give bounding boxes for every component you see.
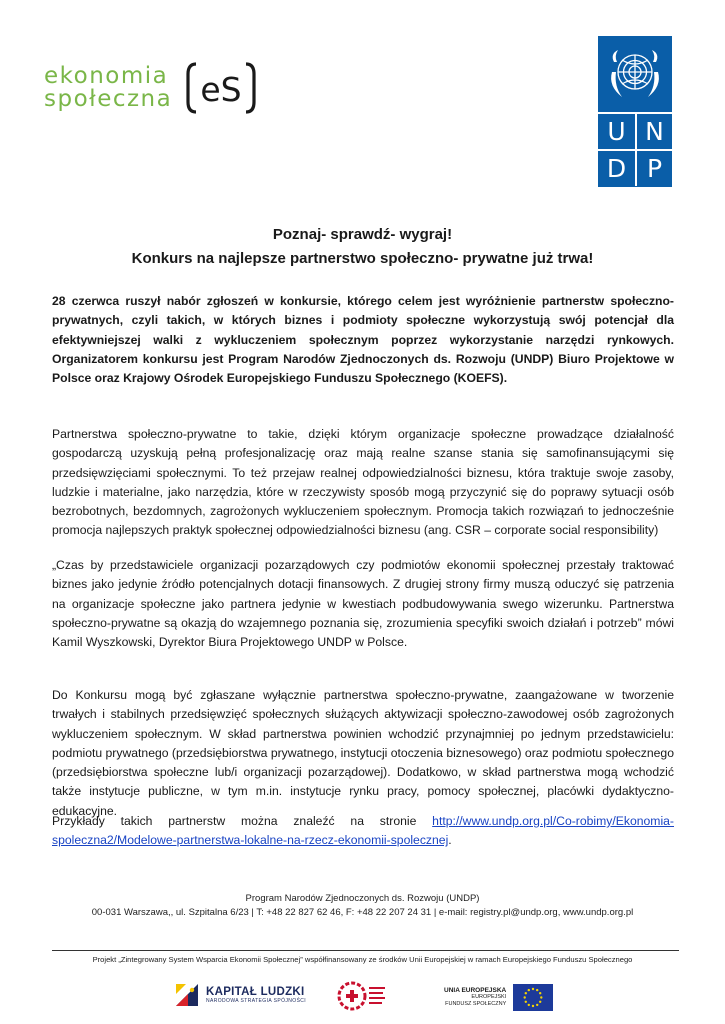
undp-logo bbox=[598, 36, 672, 187]
paragraph-eligibility: Do Konkursu mogą być zgłaszane wyłącznie partnerstwa społeczno-prywatne, zaangażowane w tworzenie trwałych i stabilnych przedsięwzięć społecznych służących aktywizacji społeczno-zawodowej osób zagrożonych wykluczeniem społecznym. W skład partnerstwa powinien wchodzić przynajmniej po jednym przedstawicielu: podmiotu prywatnego (przedsiębiorstwa prywatnego, instytucji otoczenia biznesowego) oraz podmiotu społecznego (przedsiębiorstwa społeczne lub/i organizacji pozarządowej). Dodatkowo, w skład partnerstwa mogą wchodzić także instytucje publiczne, w tym m.in. instytucje rynku pracy, pomocy społecznej, placówki dydaktyczno-edukacyjne. bbox=[52, 688, 674, 818]
kapital-ludzki-name: KAPITAŁ LUDZKI bbox=[206, 986, 305, 998]
page-title-line-1: Poznaj- sprawdź- wygraj! bbox=[272, 226, 453, 243]
paragraph-partnerships: Partnerstwa społeczno-prywatne to takie, dzięki którym organizacje społeczne prowadzące działalność gospodarczą uzyskują pełną profesjonalizację oraz mają realne szanse stania się samofinansującymi się przedsięwzięciami społecznymi. To też przejaw realnej odpowiedzialności biznesu, która traktuje swoje zasoby, ludzkie i materialne, jako narzędzia, które w rzeczywisty sposób mogą przyczynić się do poprawy sytuacji osób bezrobotnych, bezdomnych, zagrożonych wykluczeniem społecznym. Promocja takich rozwiązań to jednocześnie promocja najlepszych praktyk społecznej odpowiedzialności biznesu (ang. CSR – corporate social responsibility) bbox=[52, 427, 674, 538]
ue-line-2: EUROPEJSKI bbox=[471, 994, 507, 1000]
examples-end: . bbox=[448, 833, 452, 848]
footer-contact: 00-031 Warszawa,, ul. Szpitalna 6/23 | T: +48 22 827 62 46, F: +48 22 207 24 31 | e-mail: registry.pl@undp.org, www.undp.org.pl bbox=[91, 907, 634, 918]
cses-logo-icon bbox=[336, 980, 396, 1012]
project-note: Projekt „Zintegrowany System Wsparcia Ekonomii Społecznej” współfinansowany ze środków Unii Europejskiej w ramach Europejskiego Funduszu Społecznego bbox=[92, 955, 633, 964]
un-emblem-icon bbox=[602, 42, 668, 108]
ue-line-1: UNIA EUROPEJSKA bbox=[444, 987, 507, 994]
ekonomia-spoleczna-logo bbox=[44, 58, 256, 118]
logo-line-2: społeczna bbox=[44, 86, 173, 112]
lead-paragraph: 28 czerwca ruszył nabór zgłoszeń w konkursie, którego celem jest wyróżnienie partnerstw społeczno-prywatnych, czyli takich, w których biznes i podmioty społeczne wykorzystują swój potencjał dla efektywniejszej walki z wykluczeniem społecznym poprzez wykorzystanie narzędzi rynkowych. Organizatorem konkursu jest Program Narodów Zjednoczonych ds. Rozwoju (UNDP) Biuro Projektowe w Polsce oraz Krajowy Ośrodek Europejskiego Funduszu Społecznego (KOEFS). bbox=[52, 294, 674, 386]
svg-text:eS: eS bbox=[200, 70, 242, 109]
logo-wordmark bbox=[44, 65, 172, 111]
ue-line-3: FUNDUSZ SPOŁECZNY bbox=[445, 1001, 507, 1007]
kapital-ludzki-logo bbox=[172, 980, 306, 1010]
undp-letter-u: U bbox=[598, 112, 635, 149]
es-mark-icon bbox=[186, 60, 256, 116]
examples-link[interactable]: http://www.undp.org.pl/Co-robimy/Ekonomia-spoleczna2/Modelowe-partnerstwa-lokalne-na-rzecz-ekonomii-spolecznej bbox=[52, 814, 674, 848]
paragraph-examples bbox=[52, 812, 674, 851]
kapital-ludzki-sub: NARODOWA STRATEGIA SPÓJNOŚCI bbox=[206, 998, 307, 1004]
kapital-ludzki-icon bbox=[172, 980, 202, 1010]
page-title-line-2: Konkurs na najlepsze partnerstwo społeczno- prywatne już trwa! bbox=[131, 250, 594, 267]
footer-divider bbox=[52, 950, 679, 951]
ue-efs-logo bbox=[444, 984, 553, 1011]
footer-org: Program Narodów Zjednoczonych ds. Rozwoju (UNDP) bbox=[245, 893, 480, 904]
paragraph-quote: „Czas by przedstawiciele organizacji pozarządowych czy podmiotów ekonomii społecznej przestały traktować biznes jako jedynie źródło potencjalnych dotacji finansowych. Z drugiej strony firmy muszą oduczyć się patrzenia na organizacje społeczne jako partnera jedynie w kwestiach podbudowywania swego wizerunku. Partnerstwa społeczno-prywatne są okazją do wzajemnego poznania się, zrozumienia specyfiki swoich działań i potrzeb” mówi Kamil Wyszkowski, Dyrektor Biura Projektowego UNDP w Polsce. bbox=[52, 558, 674, 650]
eu-flag-icon bbox=[513, 984, 553, 1011]
examples-text: Przykłady takich partnerstw można znaleźć na stronie bbox=[52, 814, 433, 828]
undp-letter-p: P bbox=[635, 149, 672, 186]
logo-line-1: ekonomia bbox=[44, 63, 169, 89]
undp-letter-d: D bbox=[598, 149, 635, 186]
undp-letter-n: N bbox=[635, 112, 672, 149]
